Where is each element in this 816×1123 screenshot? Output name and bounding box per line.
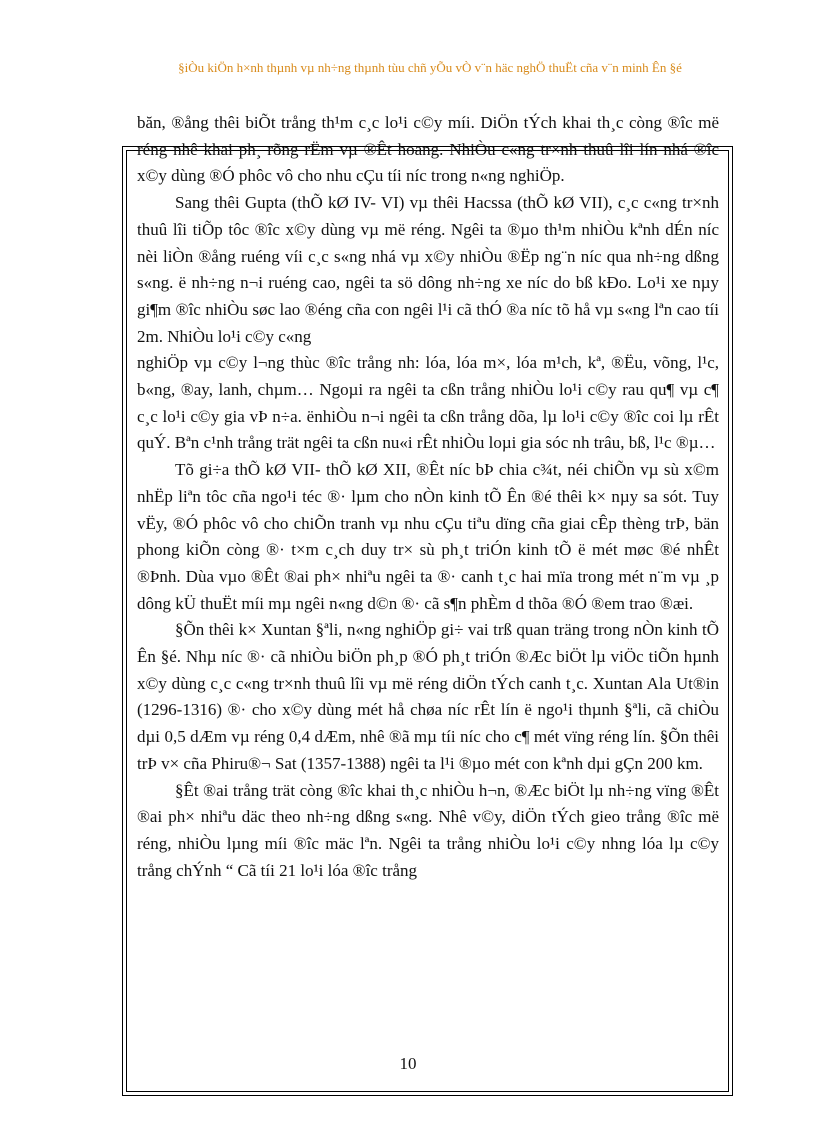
paragraph-6: §Êt ®ai trång trät còng ®îc khai th¸c nhiÒu h¬n, ®Æc biÖt lµ nh÷ng vïng ®Êt ®ai ph× nhiªu däc theo nh÷ng dßng s«ng. Nhê v©y, diÖn tÝch gieo trång ®îc më réng, nhiÒu lµng míi ®îc mäc lªn. Ngêi ta trång nhiÒu lo¹i c©y nhng lóa lµ c©y trång chÝnh “ Cã tíi 21 lo¹i lóa ®îc trång — [137, 780, 719, 880]
page-number: 10 — [399, 1054, 417, 1073]
paragraph-5: §Õn thêi k× Xuntan §ªli, n«ng nghiÖp gi÷ vai trß quan träng trong nÒn kinh tÕ Ên §é. Nhµ níc ®· cã nhiÒu biÖn ph¸p ®Ó ph¸t triÓn ®Æc biÖt lµ viÖc tiÕn hµnh x©y dùng c¸c c«ng tr×nh thuû lîi vµ më réng diÖn tÝch canh t¸c. Xuntan Ala Ut®in (1296-1316) ®· cho x©y dùng mét hå chøa níc rÊt lín ë ngo¹i thµnh §ªli, cã chiÒu dµi 0,5 dÆm vµ réng 0,4 dÆm, nhê ®ã mµ tíi níc cho c¶ mét vïng réng lín. §Õn thêi trÞ v× cña Phiru®¬ Sat (1357-1388) ngêi ta l¹i ®µo mét con kªnh dµi gÇn 200 km. — [137, 620, 719, 773]
paragraph-3: nghiÖp vµ c©y l¬ng thùc ®îc trång nh: lóa, lóa m×, lóa m¹ch, kª, ®Ëu, võng, l¹c, b«ng, ®ay, lanh, chµm… Ngoµi ra ngêi ta cßn trång nhiÒu lo¹i c©y rau qu¶ vµ c¶ c¸c lo¹i c©y gia vÞ n÷a. ënhiÒu n¬i ngêi ta cßn trång dõa, lµ lo¹i c©y ®îc coi lµ rÊt quÝ. Bªn c¹nh trång trät ngêi ta cßn nu«i rÊt nhiÒu loµi gia sóc nh trâu, bß, l¹c ®µ… — [137, 353, 719, 453]
body-text — [137, 110, 719, 884]
paragraph-2: Sang thêi Gupta (thÕ kØ IV- VI) vµ thêi Hacssa (thÕ kØ VII), c¸c c«ng tr×nh thuû lîi tiÕp tôc ®îc x©y dùng vµ më réng. Ngêi ta ®µo th¹m nhiÒu kªnh dÉn níc nèi liÒn ®ång ruéng víi c¸c s«ng nhá vµ x©y nhiÒu ®Ëp ng¨n níc qua nh÷ng dßng s«ng. ë nh÷ng n¬i ruéng cao, ngêi ta sö dông nh÷ng xe níc do bß kÐo. Lo¹i xe nµy gi¶m ®îc nhiÒu søc lao ®éng cña con ngêi l¹i cã thÓ ®a níc tõ hå vµ s«ng lªn cao tíi 2m. NhiÒu lo¹i c©y c«ng — [137, 193, 719, 346]
running-header: §iÒu kiÖn h×nh thµnh vµ nh÷ng thµnh tùu chñ yÕu vÒ v¨n häc nghÖ thuËt cña v¨n minh Ên §é — [178, 60, 682, 75]
paragraph-4: Tõ gi÷a thÕ kØ VII- thÕ kØ XII, ®Êt níc bÞ chia c¾t, néi chiÕn vµ sù x©m nhËp liªn tôc cña ngo¹i téc ®· lµm cho nÒn kinh tÕ Ên ®é thêi k× nµy sa sót. Tuy vËy, ®Ó phôc vô cho chiÕn tranh vµ nhu cÇu tiªu dïng cña giai cÊp thèng trÞ, bän phong kiÕn còng ®· t×m c¸ch duy tr× sù ph¸t triÓn kinh tÕ ë mét møc ®é nhÊt ®Þnh. Dùa vµo ®Êt ®ai ph× nhiªu ngêi ta ®· canh t¸c hai mïa trong mét n¨m vµ ¸p dông kÜ thuËt míi mµ ngêi n«ng d©n ®· cã s¶n phÈm d thõa ®Ó ®em trao ®æi. — [137, 460, 719, 613]
paragraph-1: băn, ®ång thêi biÕt trång th¹m c¸c lo¹i c©y míi. DiÖn tÝch khai th¸c còng ®îc më réng nhê khai ph¸ rõng rËm vµ ®Êt hoang. NhiÒu c«ng tr×nh thuû lîi lín nhá ®îc x©y dùng ®Ó phôc vô cho nhu cÇu tíi níc trong n«ng nghiÖp. — [137, 113, 719, 186]
